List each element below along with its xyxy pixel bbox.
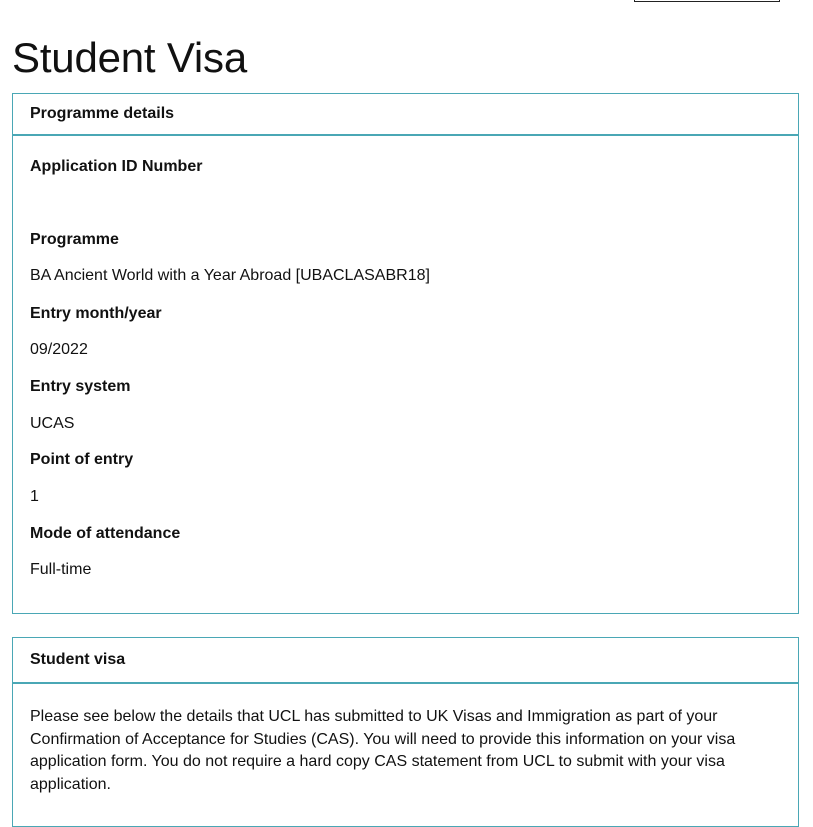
student-visa-description: Please see below the details that UCL has submitted to UK Visas and Immigration as part of your Confirmation of Acceptance for Studies (CAS). You will need to provide this information on your visa application form. You do not require a hard copy CAS statement from UCL to submit with your visa application. [30,708,736,793]
programme-details-heading: Programme details [13,94,798,136]
mode-of-attendance-value: Full-time [30,561,92,578]
programme-label: Programme [30,231,119,248]
entry-system-value: UCAS [30,415,75,432]
point-of-entry-value: 1 [30,488,39,505]
programme-details-panel [12,93,799,614]
entry-month-year-value: 09/2022 [30,341,88,358]
application-id-label: Application ID Number [30,158,203,175]
entry-system-label: Entry system [30,378,131,395]
point-of-entry-label: Point of entry [30,451,134,468]
entry-month-year-label: Entry month/year [30,305,162,322]
page-title: Student Visa [12,34,247,81]
student-visa-panel [12,637,799,827]
programme-value: BA Ancient World with a Year Abroad [UBACLASABR18] [30,267,430,284]
top-right-button[interactable] [634,0,780,2]
student-visa-heading: Student visa [13,638,798,684]
mode-of-attendance-label: Mode of attendance [30,525,181,542]
